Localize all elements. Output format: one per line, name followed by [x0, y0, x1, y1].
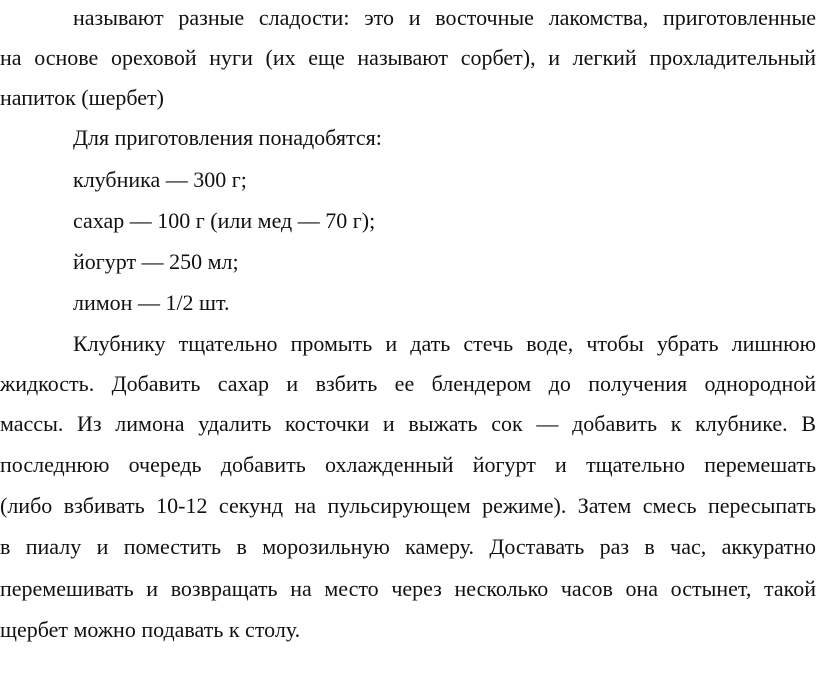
text-line: называют разные сладости: это и восточные лакомства, приготовленные: [73, 5, 816, 30]
ingredient-item: лимон — 1/2 шт.: [73, 290, 230, 315]
text-line: щербет можно подавать к столу.: [0, 617, 301, 642]
text-line: в пиалу и поместить в морозильную камеру. Доставать раз в час, аккуратно: [0, 534, 816, 559]
ingredients-heading: Для приготовления понадобятся:: [73, 125, 382, 150]
ingredient-item: клубника — 300 г;: [73, 167, 247, 192]
text-line: (либо взбивать 10-12 секунд на пульсирующем режиме). Затем смесь пересыпать: [0, 493, 816, 518]
ingredient-item: сахар — 100 г (или мед — 70 г);: [73, 208, 376, 233]
ingredient-item: йогурт — 250 мл;: [73, 249, 239, 274]
text-line: напиток (шербет): [0, 85, 164, 110]
text-line: массы. Из лимона удалить косточки и выжать сок — добавить к клубнике. В: [0, 411, 816, 436]
text-line: на основе ореховой нуги (их еще называют сорбет), и легкий прохладительный: [0, 45, 816, 70]
text-line: перемешивать и возвращать на место через несколько часов она остынет, такой: [0, 576, 816, 601]
text-line: последнюю очередь добавить охлажденный йогурт и тщательно перемешать: [0, 452, 816, 477]
text-line: жидкость. Добавить сахар и взбить ее блендером до получения однородной: [0, 371, 816, 396]
text-line: Клубнику тщательно промыть и дать стечь воде, чтобы убрать лишнюю: [73, 331, 816, 356]
